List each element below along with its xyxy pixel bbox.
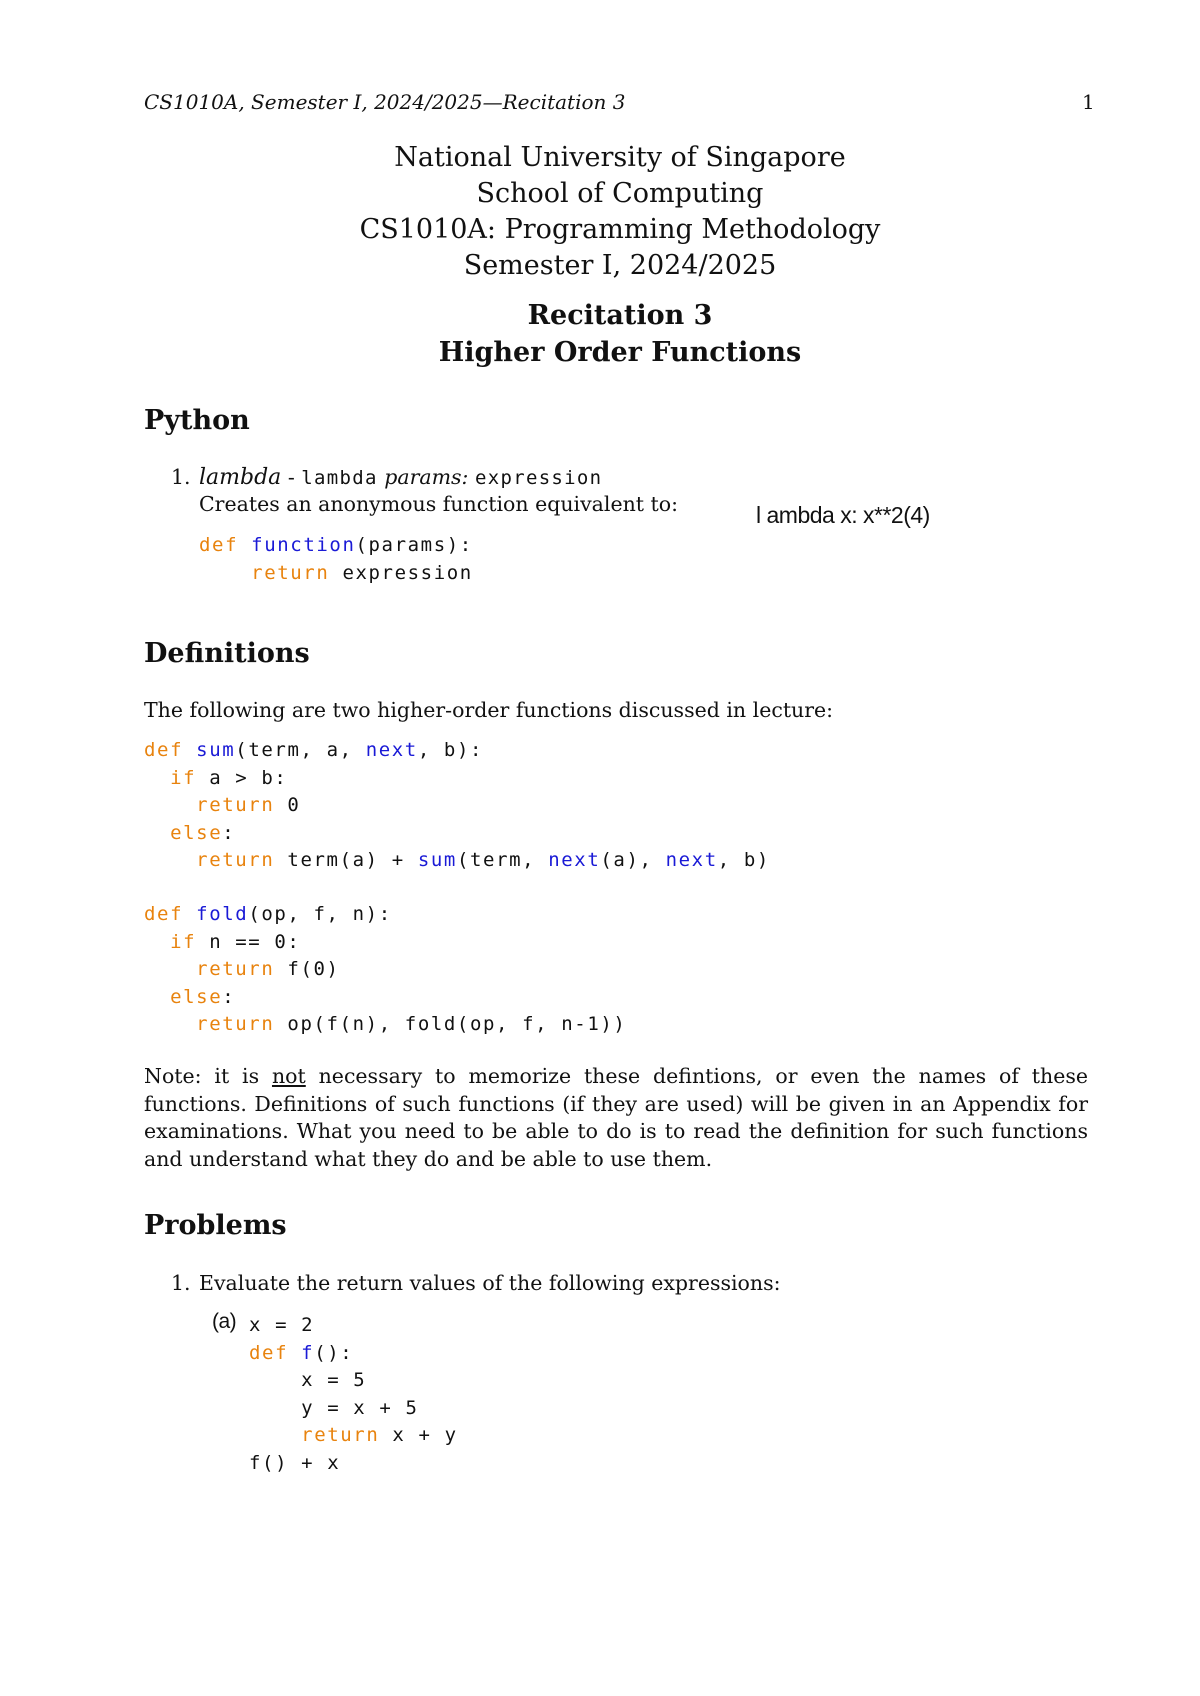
definitions-intro: The following are two higher-order functions discussed in lecture: xyxy=(144,698,834,722)
lambda-description: Creates an anonymous function equivalent to: xyxy=(199,492,679,516)
lambda-term: lambda xyxy=(199,465,282,490)
lambda-syntax-kw: lambda xyxy=(301,467,378,489)
python-item-number: 1. xyxy=(171,465,191,489)
recitation-number: Recitation 3 xyxy=(527,300,713,331)
problem-1-text: Evaluate the return values of the following expressions: xyxy=(199,1271,781,1295)
lambda-syntax-expr: expression xyxy=(475,467,603,489)
note-prefix: Note: it is xyxy=(144,1064,272,1088)
problem-1a-code: x = 2 def f(): x = 5 y = x + 5 return x + y f() + x xyxy=(249,1314,458,1474)
note-rest: necessary to memorize these defintions, or even the names of these functions. Definitions of such functions (if they are used) will be given in an Appendix for examinations. What you need to be able to do is to read the definition for such functions and understand what they do and be able to use them. xyxy=(144,1064,1089,1171)
school-name: School of Computing xyxy=(476,178,764,209)
course-name: CS1010A: Programming Methodology xyxy=(359,214,881,245)
definitions-note xyxy=(144,1063,1088,1173)
handwritten-annotation: l ambda x: x**2(4) xyxy=(756,502,930,528)
code-function-name: function xyxy=(251,534,356,556)
university-name: National University of Singapore xyxy=(394,142,846,173)
lambda-equivalent-code xyxy=(199,532,473,587)
lambda-syntax-params: params: xyxy=(384,465,469,489)
code-return: return xyxy=(251,561,330,584)
recitation-title xyxy=(0,297,1200,371)
semester-label: Semester I, 2024/2025 xyxy=(463,250,777,281)
note-not: not xyxy=(271,1064,306,1088)
title-block xyxy=(0,140,1200,284)
fold-definition-code: def fold(op, f, n): if n == 0: return f(0) else: return op(f(n), fold(op, f, n-1)) xyxy=(144,903,627,1035)
code-params: (params): xyxy=(355,534,473,556)
part-a-label: (a) xyxy=(212,1310,237,1333)
definitions-heading: Definitions xyxy=(144,638,310,669)
running-header: CS1010A, Semester I, 2024/2025—Recitation 3 xyxy=(144,90,626,114)
code-expression: expression xyxy=(342,561,473,584)
sum-definition-code: def sum(term, a, next, b): if a > b: return 0 else: return term(a) + sum(term, next(a), next, b) xyxy=(144,739,770,871)
lambda-dash: - xyxy=(281,465,302,489)
problem-1-number: 1. xyxy=(171,1271,191,1295)
python-item-lambda xyxy=(199,464,602,493)
python-heading: Python xyxy=(144,405,250,436)
code-def: def xyxy=(199,534,239,556)
page-number: 1 xyxy=(1082,90,1095,114)
problems-heading: Problems xyxy=(144,1210,287,1241)
recitation-topic: Higher Order Functions xyxy=(438,337,802,368)
